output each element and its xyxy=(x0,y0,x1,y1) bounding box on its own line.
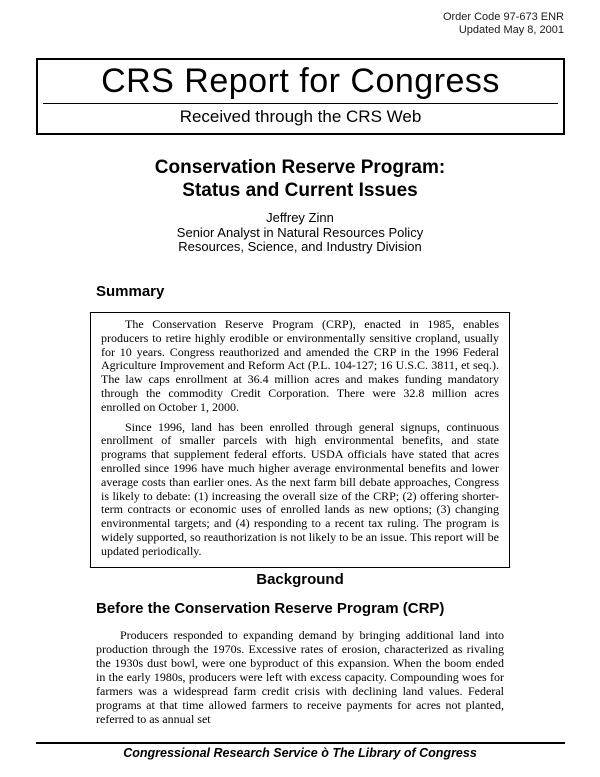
footer-text: Congressional Research Service ò The Library of Congress xyxy=(123,746,477,760)
background-paragraph: Producers responded to expanding demand by bringing additional land into production through the 1970s. Excessive rates of erosion, characterized as rivaling the 1930s dust bowl, were one byproduct of this expansion. When the boom ended in the early 1980s, producers were left with excess capacity. Compounding woes for farmers was a widespread farm credit crisis with declining land values. Federal programs at that time allowed farmers to receive payments for acres not planted, referred to as annual set xyxy=(96,628,504,726)
background-heading: Background xyxy=(256,571,344,588)
report-title xyxy=(0,156,600,202)
author-block xyxy=(0,211,600,255)
author-role: Senior Analyst in Natural Resources Policy xyxy=(176,224,424,240)
updated-date-line: Updated May 8, 2001 xyxy=(458,24,564,36)
author-name: Jeffrey Zinn xyxy=(266,210,334,225)
order-code-block xyxy=(443,11,564,37)
author-division: Resources, Science, and Industry Division xyxy=(178,239,422,254)
report-title-line2: Status and Current Issues xyxy=(182,180,418,201)
summary-box xyxy=(90,312,510,568)
order-code-line: Order Code 97-673 ENR xyxy=(442,11,564,23)
masthead-box xyxy=(36,58,565,135)
summary-paragraph-2: Since 1996, land has been enrolled through general signups, continuous enrollment of smaller parcels with high environmental benefits, and state programs that supplement federal efforts. USDA officials have stated that acres enrolled since 1996 have much higher average environmental benefits and lower average costs than earlier ones. As the next farm bill debate approaches, Congress is likely to debate: (1) increasing the overall size of the CRP; (2) offering shorter-term contracts or economic uses of enrolled lands as new options; (3) changing environmental targets; and (4) responding to a recent tax ruling. The program is widely supported, so reauthorization is not likely to be an issue. This report will be updated periodically. xyxy=(101,419,499,558)
masthead-divider xyxy=(43,103,558,104)
masthead-subtitle: Received through the CRS Web xyxy=(179,107,422,126)
summary-heading: Summary xyxy=(96,283,165,300)
report-title-line1: Conservation Reserve Program: xyxy=(154,157,446,178)
summary-paragraph-1: The Conservation Reserve Program (CRP), enacted in 1985, enables producers to retire highly erodible or environmentally sensitive cropland, usually for 10 years. Congress reauthorized and amended the CRP in the 1996 Federal Agriculture Improvement and Reform Act (P.L. 104-127; 16 U.S.C. 3811, et seq.). The law caps enrollment at 36.4 million acres and makes funding mandatory through the commodity Credit Corporation. There were 32.8 million acres enrolled on October 1, 2000. xyxy=(101,317,499,414)
masthead-title: CRS Report for Congress xyxy=(101,62,500,100)
footer-rule xyxy=(36,742,565,744)
background-subheading: Before the Conservation Reserve Program (CRP) xyxy=(96,600,445,617)
